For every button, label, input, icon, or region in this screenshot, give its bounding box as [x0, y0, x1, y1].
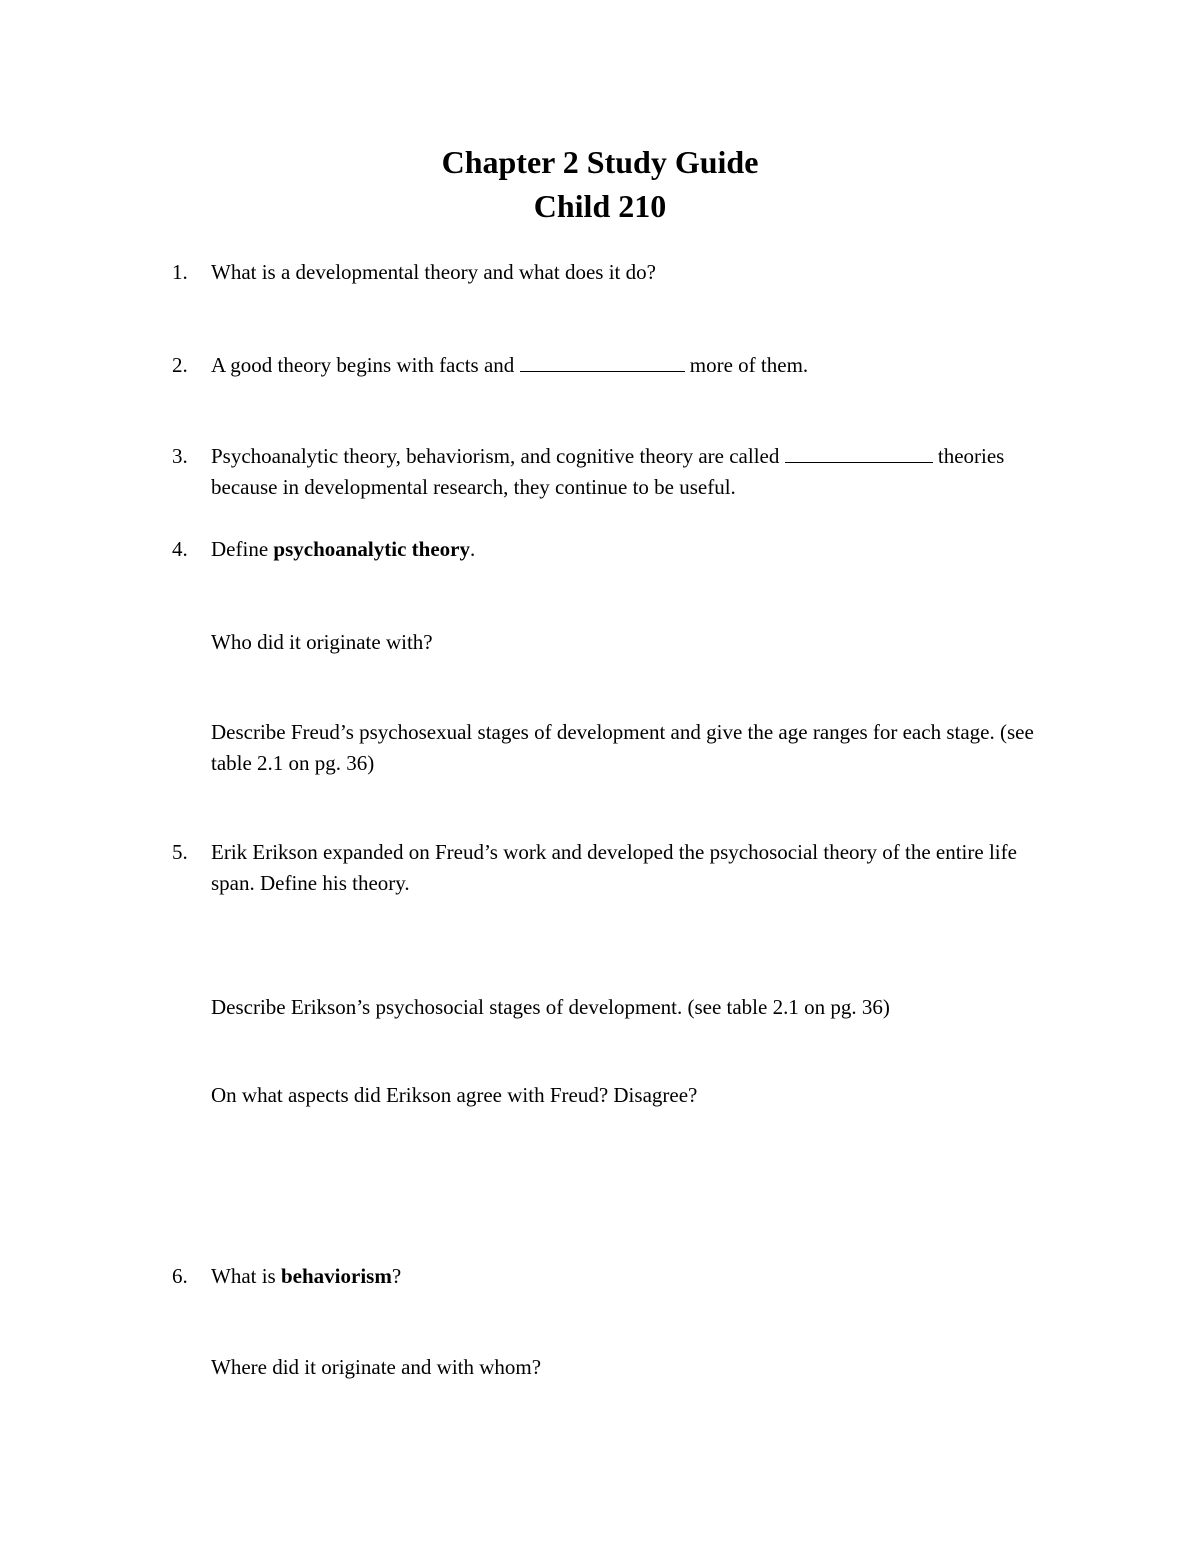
- question-2-number: 2.: [172, 353, 188, 377]
- question-4-subquestion-2: Describe Freud’s psychosexual stages of development and give the age ranges for each stage. (see table 2.1 on pg. 36): [211, 720, 1034, 775]
- question-6-term: behaviorism: [280, 1264, 392, 1288]
- question-6-number: 6.: [172, 1264, 188, 1288]
- question-2-text-after: more of them.: [689, 353, 809, 377]
- question-6-subquestion-1: Where did it originate and with whom?: [211, 1355, 542, 1379]
- question-5-subquestion-2: On what aspects did Erikson agree with Freud? Disagree?: [211, 1083, 698, 1107]
- question-3-text: [211, 441, 1041, 503]
- document-title: Chapter 2 Study Guide: [441, 144, 759, 180]
- question-6-text: [211, 1261, 1041, 1292]
- question-4-number: 4.: [172, 537, 188, 561]
- question-5-number: 5.: [172, 840, 188, 864]
- question-6-text-before: What is: [211, 1264, 276, 1288]
- question-3-text-before: Psychoanalytic theory, behaviorism, and cognitive theory are called: [211, 444, 780, 468]
- question-6-text-after: ?: [391, 1264, 402, 1288]
- question-3-number: 3.: [172, 444, 188, 468]
- question-5-subquestion-1: Describe Erikson’s psychosocial stages of development. (see table 2.1 on pg. 36): [211, 995, 890, 1019]
- fill-in-blank: [520, 351, 685, 372]
- fill-in-blank: [785, 442, 933, 463]
- question-5-text: Erik Erikson expanded on Freud’s work and developed the psychosocial theory of the entire life span. Define his theory.: [211, 840, 1017, 895]
- question-4-text-after: .: [469, 537, 476, 561]
- question-2-text-before: A good theory begins with facts and: [211, 353, 515, 377]
- question-1-number: 1.: [172, 260, 188, 284]
- question-4-text: [211, 534, 1041, 565]
- question-1-text: What is a developmental theory and what does it do?: [211, 260, 656, 284]
- question-4-text-before: Define: [211, 537, 269, 561]
- question-2-text: [211, 350, 1041, 381]
- question-3-text-after: theories because in developmental research, they continue to be useful.: [211, 444, 1005, 499]
- question-4-term: psychoanalytic theory: [273, 537, 470, 561]
- question-4-subquestion-1: Who did it originate with?: [211, 630, 433, 654]
- course-title: Child 210: [533, 188, 667, 224]
